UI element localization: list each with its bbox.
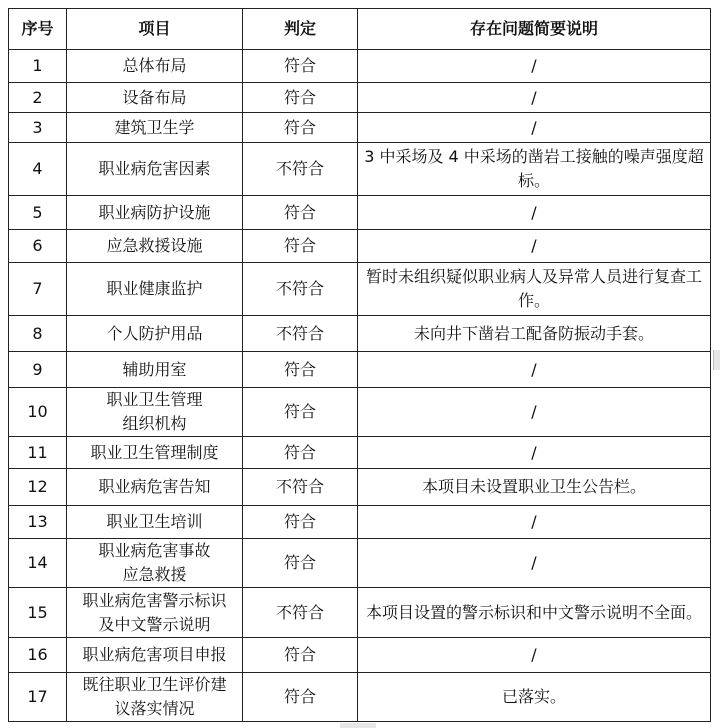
row-no: 12 [9, 469, 67, 506]
row-item: 职业卫生管理制度 [67, 437, 243, 469]
row-result: 不符合 [243, 469, 358, 506]
row-no: 6 [9, 230, 67, 263]
row-note: 未向井下凿岩工配备防振动手套。 [358, 316, 711, 352]
row-item: 职业病危害警示标识及中文警示说明 [67, 588, 243, 638]
row-result: 不符合 [243, 588, 358, 638]
row-note: / [358, 83, 711, 113]
row-note: / [358, 50, 711, 83]
row-note: 已落实。 [358, 673, 711, 722]
row-note: / [358, 638, 711, 673]
table-row [9, 437, 711, 469]
row-result: 符合 [243, 113, 358, 143]
row-item: 职业病危害项目申报 [67, 638, 243, 673]
row-result: 符合 [243, 539, 358, 588]
row-result: 符合 [243, 83, 358, 113]
table-row [9, 83, 711, 113]
row-note: / [358, 506, 711, 539]
table-row [9, 143, 711, 196]
header-item: 项目 [67, 9, 243, 50]
row-result: 符合 [243, 230, 358, 263]
row-note: 本项目未设置职业卫生公告栏。 [358, 469, 711, 506]
row-note: / [358, 539, 711, 588]
row-item: 职业健康监护 [67, 263, 243, 316]
row-item: 建筑卫生学 [67, 113, 243, 143]
row-no: 10 [9, 388, 67, 437]
row-result: 不符合 [243, 143, 358, 196]
row-result: 符合 [243, 352, 358, 388]
row-no: 7 [9, 263, 67, 316]
row-no: 11 [9, 437, 67, 469]
row-item: 总体布局 [67, 50, 243, 83]
row-note: 3 中采场及 4 中采场的凿岩工接触的噪声强度超标。 [358, 143, 711, 196]
row-no: 3 [9, 113, 67, 143]
row-result: 符合 [243, 673, 358, 722]
row-item: 辅助用室 [67, 352, 243, 388]
row-note: / [358, 113, 711, 143]
row-no: 14 [9, 539, 67, 588]
row-note: 本项目设置的警示标识和中文警示说明不全面。 [358, 588, 711, 638]
table-row [9, 230, 711, 263]
row-no: 17 [9, 673, 67, 722]
row-no: 13 [9, 506, 67, 539]
row-result: 符合 [243, 196, 358, 230]
table-row [9, 469, 711, 506]
row-result: 符合 [243, 388, 358, 437]
header-note: 存在问题简要说明 [358, 9, 711, 50]
row-item: 职业卫生培训 [67, 506, 243, 539]
row-note: / [358, 388, 711, 437]
row-result: 符合 [243, 506, 358, 539]
row-item: 设备布局 [67, 83, 243, 113]
row-result: 符合 [243, 638, 358, 673]
table-row [9, 316, 711, 352]
table-row [9, 196, 711, 230]
row-note: / [358, 437, 711, 469]
header-no: 序号 [9, 9, 67, 50]
row-no: 2 [9, 83, 67, 113]
row-no: 5 [9, 196, 67, 230]
row-item: 职业病危害因素 [67, 143, 243, 196]
row-result: 不符合 [243, 316, 358, 352]
table-row [9, 263, 711, 316]
row-item: 职业病危害事故应急救援 [67, 539, 243, 588]
row-no: 8 [9, 316, 67, 352]
row-note: / [358, 230, 711, 263]
table-row [9, 673, 711, 722]
row-item: 职业卫生管理组织机构 [67, 388, 243, 437]
row-no: 15 [9, 588, 67, 638]
table-row [9, 588, 711, 638]
table-row [9, 539, 711, 588]
row-item: 职业病危害告知 [67, 469, 243, 506]
row-no: 1 [9, 50, 67, 83]
table-header-row [9, 9, 711, 50]
row-item: 应急救援设施 [67, 230, 243, 263]
row-result: 不符合 [243, 263, 358, 316]
row-item: 职业病防护设施 [67, 196, 243, 230]
header-result: 判定 [243, 9, 358, 50]
table-row [9, 352, 711, 388]
page-edge-marker [713, 350, 720, 370]
row-note: / [358, 196, 711, 230]
scroll-marker [340, 723, 376, 728]
row-note: / [358, 352, 711, 388]
row-result: 符合 [243, 50, 358, 83]
table-row [9, 388, 711, 437]
row-result: 符合 [243, 437, 358, 469]
row-no: 16 [9, 638, 67, 673]
table-row [9, 50, 711, 83]
row-no: 4 [9, 143, 67, 196]
table-row [9, 506, 711, 539]
evaluation-table [8, 8, 711, 722]
row-note: 暂时未组织疑似职业病人及异常人员进行复查工作。 [358, 263, 711, 316]
table-row [9, 638, 711, 673]
table-row [9, 113, 711, 143]
row-no: 9 [9, 352, 67, 388]
row-item: 既往职业卫生评价建议落实情况 [67, 673, 243, 722]
row-item: 个人防护用品 [67, 316, 243, 352]
